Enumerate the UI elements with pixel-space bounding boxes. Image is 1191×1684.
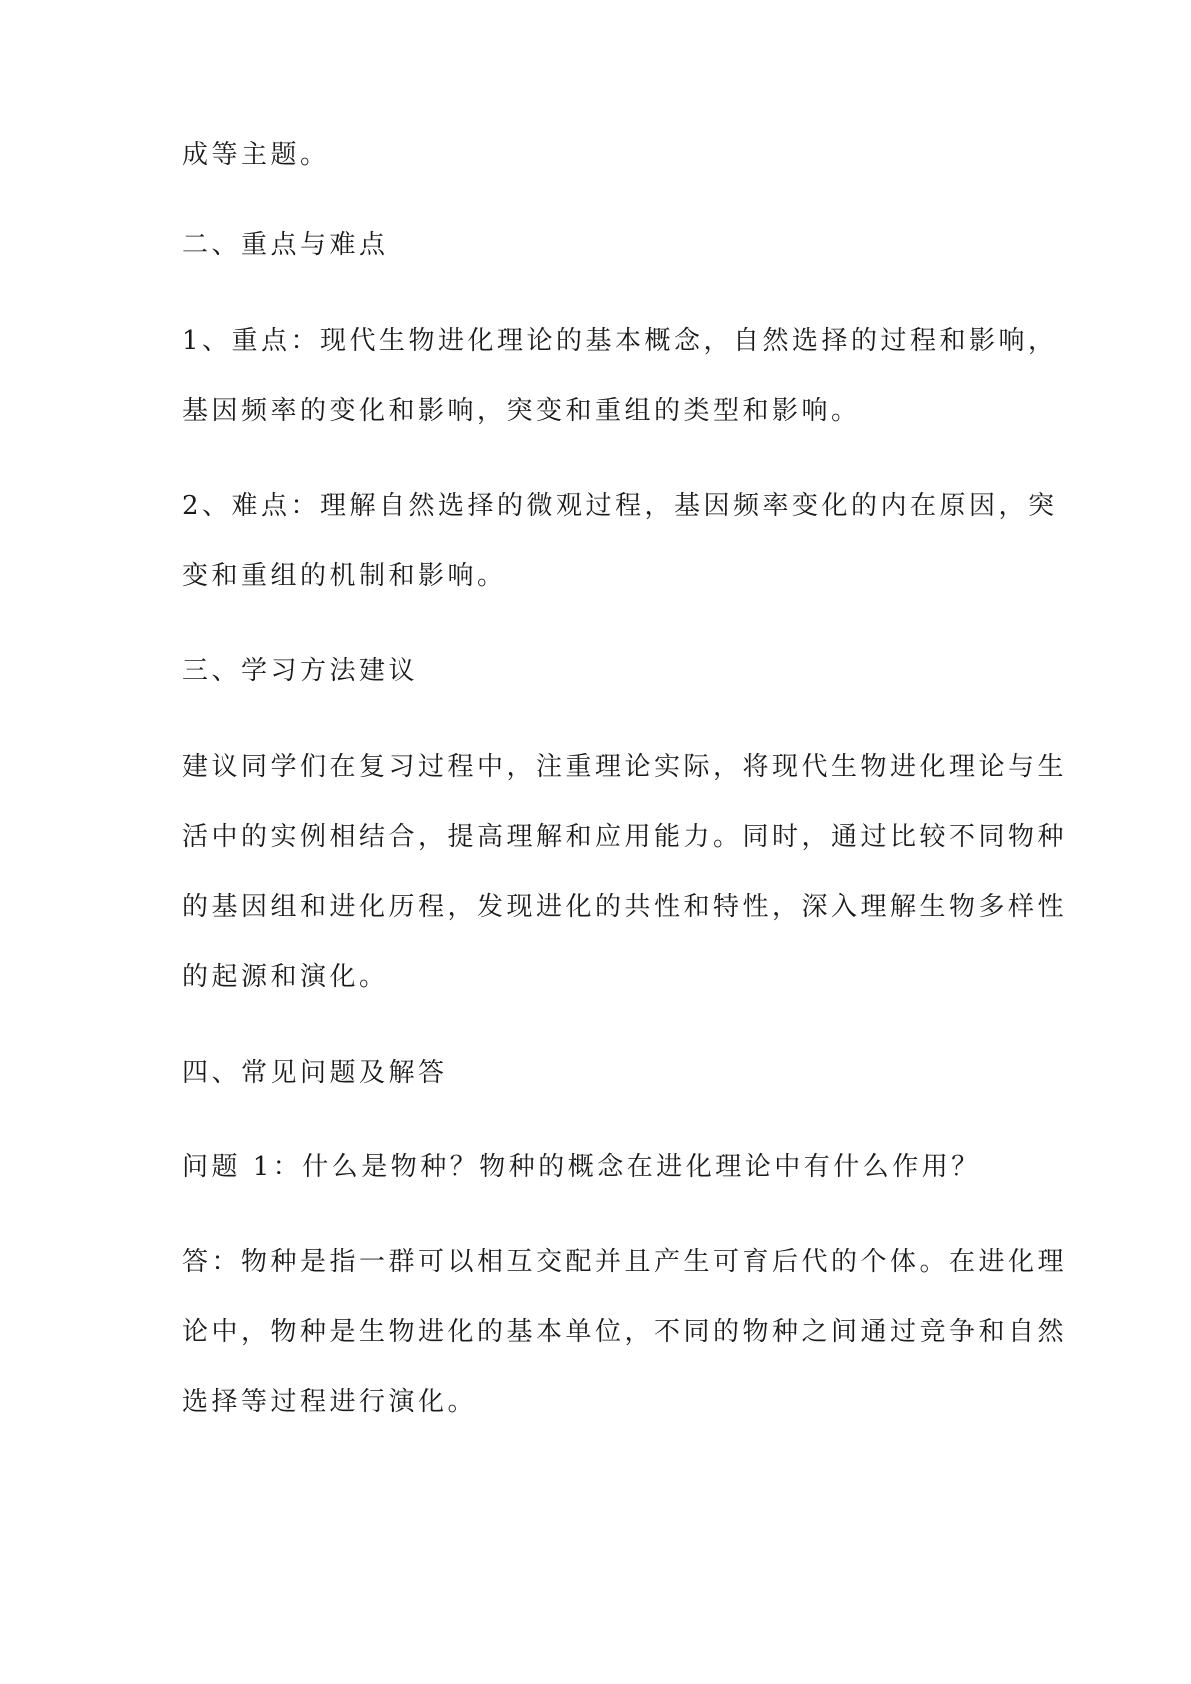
study-method-line-3: 的基因组和进化历程，发现进化的共性和特性，深入理解生物多样性 xyxy=(182,892,1068,922)
section-heading-study-methods: 三、学习方法建议 xyxy=(182,656,419,686)
faq-answer-line-1: 答：物种是指一群可以相互交配并且产生可育后代的个体。在进化理 xyxy=(182,1247,1068,1277)
faq-question-1: 问题 1：什么是物种？物种的概念在进化理论中有什么作用？ xyxy=(182,1152,981,1182)
section-heading-key-points: 二、重点与难点 xyxy=(182,230,389,260)
study-method-line-2: 活中的实例相结合，提高理解和应用能力。同时，通过比较不同物种 xyxy=(182,822,1068,852)
paragraph-line-continuation: 成等主题。 xyxy=(182,140,330,170)
difficulty-line-1: 2、难点：理解自然选择的微观过程，基因频率变化的内在原因，突 xyxy=(182,491,1058,521)
difficulty-line-2: 变和重组的机制和影响。 xyxy=(182,561,507,591)
key-point-line-2: 基因频率的变化和影响，突变和重组的类型和影响。 xyxy=(182,396,861,426)
section-heading-faq: 四、常见问题及解答 xyxy=(182,1058,448,1088)
study-method-line-1: 建议同学们在复习过程中，注重理论实际，将现代生物进化理论与生 xyxy=(182,752,1068,782)
study-method-line-4: 的起源和演化。 xyxy=(182,962,389,992)
faq-answer-line-3: 选择等过程进行演化。 xyxy=(182,1387,478,1417)
faq-answer-line-2: 论中，物种是生物进化的基本单位，不同的物种之间通过竞争和自然 xyxy=(182,1317,1068,1347)
key-point-line-1: 1、重点：现代生物进化理论的基本概念，自然选择的过程和影响， xyxy=(182,326,1058,356)
